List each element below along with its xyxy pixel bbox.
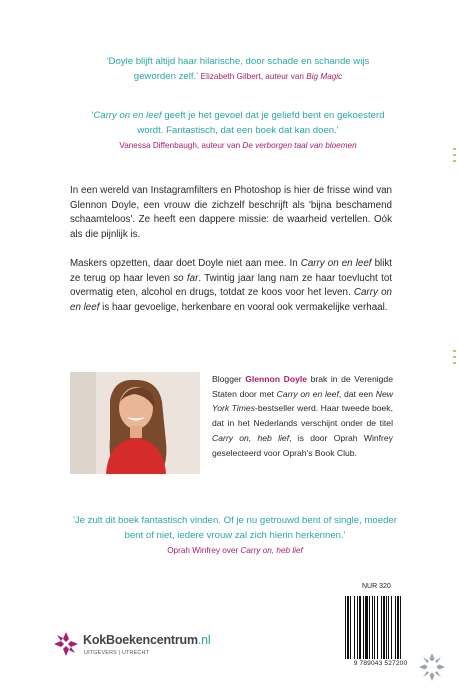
nur-code: NUR 320 <box>362 583 391 590</box>
barcode-bar <box>357 596 358 659</box>
corner-logo-icon <box>418 652 446 682</box>
quote-text: 'Je zult dit boek fantastisch vinden. Of je nu getrouwd bent of single, moeder bent of niet, iedere vrouw zal zich hierin herkennen.' <box>73 515 397 541</box>
barcode-bar <box>354 596 355 659</box>
barcode-bar <box>391 596 392 659</box>
quote-attribution: Elizabeth Gilbert, auteur van Big Magic <box>200 72 343 81</box>
publisher-logo-icon <box>52 630 80 658</box>
barcode-bar <box>386 596 387 659</box>
barcode-bar <box>383 596 385 659</box>
quote-gilbert <box>88 54 388 84</box>
barcode-bar <box>365 596 368 659</box>
barcode-bar <box>363 596 364 659</box>
barcode-bar <box>359 596 361 659</box>
barcode-bar <box>397 596 399 659</box>
barcode-bar <box>400 596 401 659</box>
barcode-bar <box>388 596 389 659</box>
barcode <box>344 596 417 659</box>
barcode-bar <box>381 596 382 659</box>
barcode-bar <box>395 596 396 659</box>
publisher-name: KokBoekencentrum.nl <box>83 633 211 647</box>
author-photo <box>70 372 200 474</box>
quote-text: 'Doyle blijft altijd haar hilarische, door schade en schande wijs geworden zelf.' <box>106 56 370 82</box>
quote-diffenbaugh <box>88 108 388 153</box>
barcode-bar <box>377 596 378 659</box>
barcode-bar <box>369 596 370 659</box>
barcode-bar <box>345 596 346 659</box>
barcode-bar <box>372 596 373 659</box>
author-bio: Blogger Glennon Doyle brak in de Verenigde Staten door met Carry on en leef, dat een New York Times-bestseller werd. Haar tweede boek, dat in het Nederlands verschijnt onder de titel Carry on, heb lief, is door Oprah Winfrey geselecteerd voor Oprah's Book Club. <box>212 374 393 458</box>
quote-text: 'Carry on en leef geeft je het gevoel dat je geliefd bent en gekoesterd wordt. Fantastisch, dat een boek dat kan doen.' <box>91 110 385 136</box>
quote-attribution: Oprah Winfrey over Carry on, heb lief <box>167 546 303 555</box>
quote-oprah <box>70 513 400 558</box>
quote-attribution: Vanessa Diffenbaugh, auteur van De verborgen taal van bloemen <box>119 141 357 150</box>
publisher-subtitle: UITGEVERS | UTRECHT <box>84 650 150 656</box>
barcode-bar <box>350 596 351 659</box>
barcode-bar <box>347 596 349 659</box>
barcode-bar <box>374 596 375 659</box>
summary-paragraph: Maskers opzetten, daar doet Doyle niet aan mee. In Carry on en leef blikt ze terug op haar leven so far. Twintig jaar lang nam ze haar toevlucht tot overmatig eten, alcohol en drugs, totdat ze koos voor het leven. Carry on en leef is haar gevoelige, herkenbare en vooral ook vermakelijke verhaal. <box>70 258 392 313</box>
edge-marks <box>453 350 456 364</box>
edge-marks <box>453 148 456 162</box>
isbn-number: 9 789043 527200 <box>353 660 408 667</box>
intro-paragraph: In een wereld van Instagramfilters en Photoshop is hier de frisse wind van Glennon Doyle, een vrouw die zichzelf beschrijft als 'bijna beschamend schaamteloos'. Ze heeft een dappere missie: de waarheid vertellen. Oók als die pijnlijk is. <box>70 185 392 240</box>
